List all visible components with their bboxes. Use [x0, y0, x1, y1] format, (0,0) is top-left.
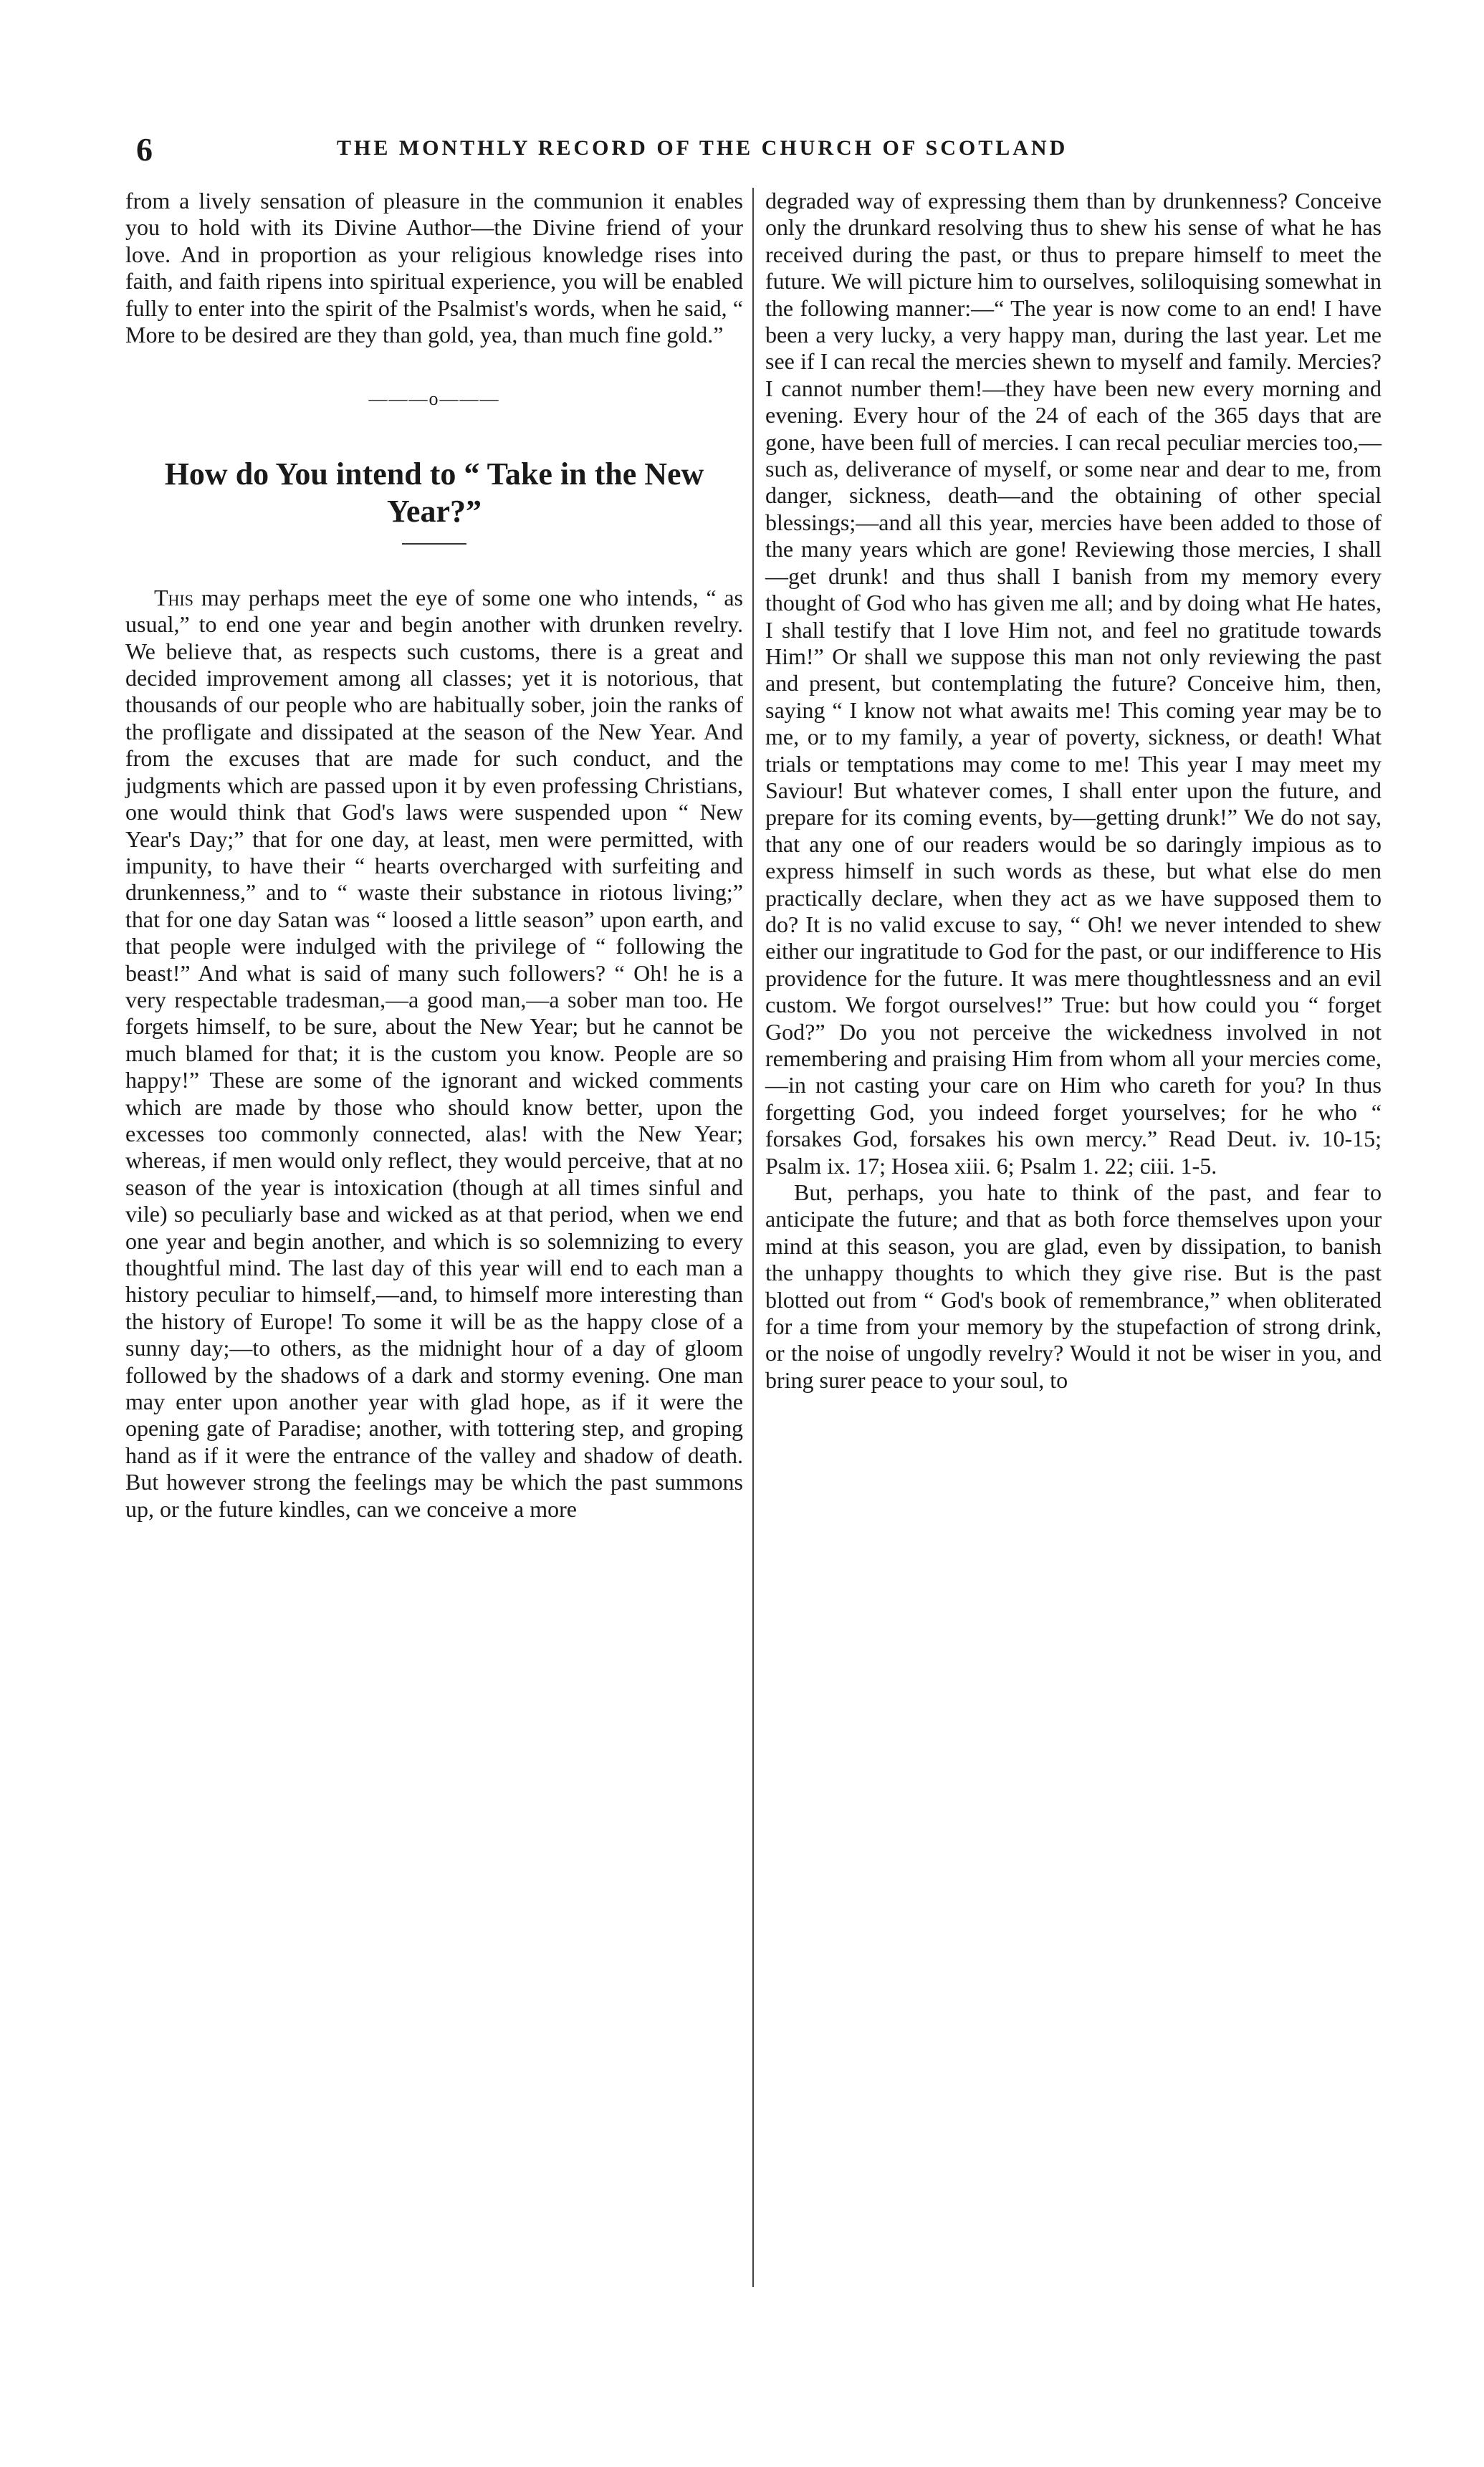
column-divider [752, 188, 754, 2287]
article-paragraph-3: But, perhaps, you hate to think of the past, and fear to anticipate the future; and that as both force themselves upon your mind at this season, you are glad, even by dissipation, to banish the unhappy thoughts to which they give rise. But is the past blotted out from “ God's book of remembrance,” when obliterated for a time from your memory by the stupefaction of strong drink, or the noise of ungodly revelry? Would it not be wiser in you, and bring surer peace to your soul, to [765, 1179, 1382, 1393]
article-paragraph-2: degraded way of expressing them than by drunkenness? Conceive only the drunkard resolving thus to shew his sense of what he has received during the past, or thus to prepare himself to meet the future. We will picture him to ourselves, soliloquising somewhat in the following manner:—“ The year is now come to an end! I have been a very lucky, a very happy man, during the last year. Let me see if I can recal the mercies shewn to myself and family. Mercies? I cannot number them!—they have been new every morning and evening. Every hour of the 24 of each of the 365 days that are gone, have been full of mercies. I can recal peculiar mercies too,—such as, deliverance of myself, or some near and dear to me, from danger, sickness, death—and the obtaining of other special blessings;—and all this year, mercies have been added to those of the many years which are gone! Reviewing those mercies, I shall—get drunk! and thus shall I banish from my memory every thought of God who has given me all; and by doing what He hates, I shall testify that I love Him not, and feel no gratitude towards Him!” Or shall we suppose this man not only reviewing the past and present, but contemplating the future? Conceive him, then, saying “ I know not what awaits me! This coming year may be to me, or to my family, a year of poverty, sickness, or death! What trials or temptations may come to me! This year I may meet my Saviour! But whatever comes, I shall enter upon the future, and prepare for its coming events, by—getting drunk!” We do not say, that any one of our readers would be so daringly impious as to express himself in such words as these, but what else do men practically declare, when they act as we have supposed them to do? It is no valid excuse to say, “ Oh! we never intended to shew either our ingratitude to God for the past, or our indifference to His providence for the future. It was mere thoughtlessness and an evil custom. We forgot ourselves!” True: but how could you “ forget God?” Do you not perceive the wickedness involved in not remembering and praising Him from whom all your mercies come,—in not casting your care on Him who careth for you? In thus forgetting God, you indeed forget yourselves; for he who “ forsakes God, forsakes his own mercy.” Read Deut. iv. 10-15; Psalm ix. 17; Hosea xiii. 6; Psalm 1. 22; ciii. 1-5. [765, 188, 1382, 1179]
article-paragraph-1 [125, 585, 743, 1523]
section-separator: ———o——— [368, 388, 500, 410]
paragraph-body: may perhaps meet the eye of some one who intends, “ as usual,” to end one year and begin another with drunken revelry. We believe that, as respects such customs, there is a great and decided improvement among all classes; yet it is notorious, that thousands of our people who are habitually sober, join the ranks of the profligate and dissipated at the season of the New Year. And from the excuses that are made for such conduct, and the judgments which are passed upon it by even professing Christians, one would think that God's laws were suspended upon “ New Year's Day;” that for one day, at least, men were permitted, with impunity, to have their “ hearts overcharged with surfeiting and drunkenness,” and to “ waste their substance in riotous living;” that for one day Satan was “ loosed a little season” upon earth, and that people were indulged with the privilege of “ following the beast!” And what is said of many such followers? “ Oh! he is a very respectable tradesman,—a good man,—a sober man too. He forgets himself, to be sure, about the New Year; but he cannot be much blamed for that; it is the custom you know. People are so happy!” These are some of the ignorant and wicked comments which are made by those who should know better, upon the excesses too commonly connected, alas! with the New Year; whereas, if men would only reflect, they would perceive, that at no season of the year is intoxication (though at all times sinful and vile) so peculiarly base and wicked as at that period, when we end one year and begin another, and which is so solemnizing to every thoughtful mind. The last day of this year will end to each man a history peculiar to himself,—and, to himself more interesting than the history of Europe! To some it will be as the happy close of a sunny day;—to others, as the midnight hour of a day of gloom followed by the shadows of a dark and stormy evening. One man may enter upon another year with glad hope, as if it were the opening gate of Paradise; another, with tottering step, and groping hand as if it were the entrance of the valley and shadow of death. But however strong the feelings may be which the past summons up, or the future kindles, can we conceive a more [125, 584, 743, 1522]
article-title: How do You intend to “ Take in the New Year?” [164, 456, 704, 529]
left-column [125, 188, 743, 1523]
running-head: THE MONTHLY RECORD OF THE CHURCH OF SCOTLAND [337, 136, 1068, 160]
page-number: 6 [136, 131, 153, 168]
right-column [765, 188, 1382, 1394]
opening-word: This [154, 584, 193, 610]
title-rule [402, 543, 466, 545]
intro-paragraph: from a lively sensation of pleasure in the communion it enables you to hold with its Divine Author—the Divine friend of your love. And in proportion as your religious knowledge rises into faith, and faith ripens into spiritual experience, you will be enabled fully to enter into the spirit of the Psalmist's words, when he said, “ More to be desired are they than gold, yea, than much fine gold.” [125, 188, 743, 348]
